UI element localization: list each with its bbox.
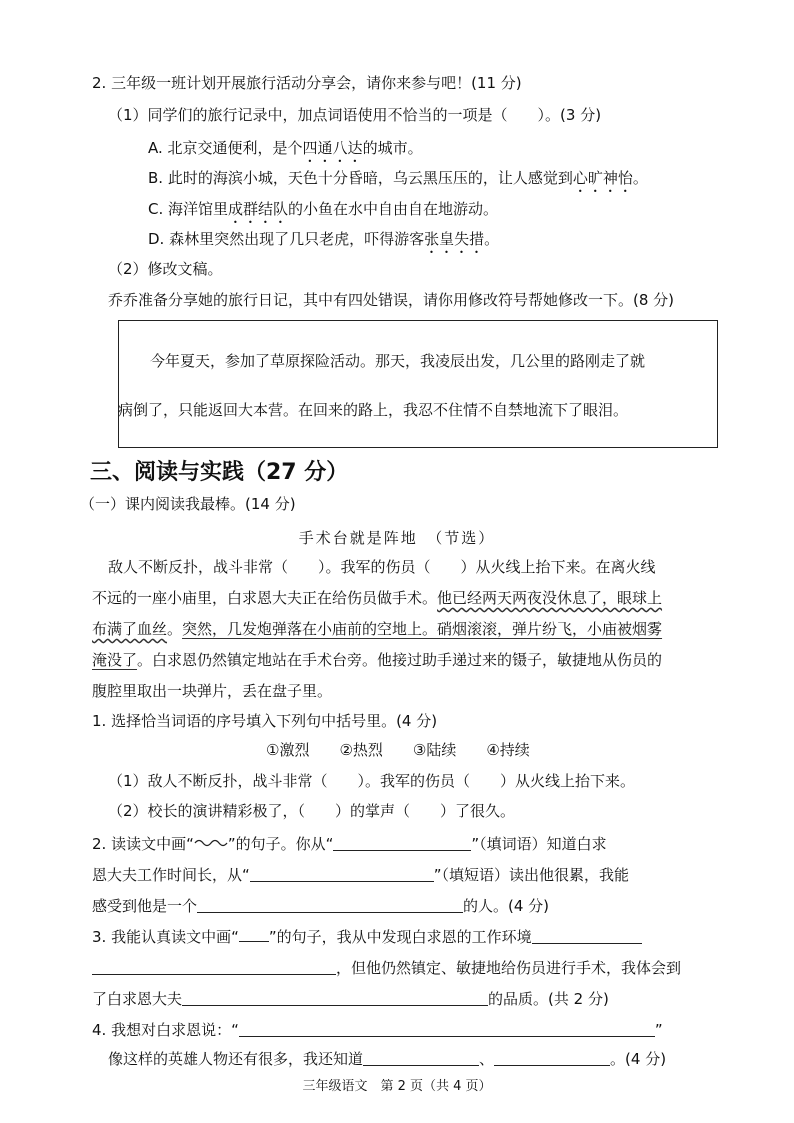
q3-blank-environment-a[interactable]	[532, 928, 642, 944]
q2r-blank-word[interactable]	[333, 835, 471, 851]
option-c-pre: C. 海洋馆里	[148, 200, 229, 218]
q2r-line-1	[92, 835, 607, 852]
q4-blank-hero-1[interactable]	[363, 1050, 479, 1066]
option-b-post: 。	[632, 169, 648, 187]
q2r-line-2	[92, 866, 629, 883]
q4-text-4: 、	[479, 1050, 495, 1068]
q2-sub2-desc: 乔乔准备分享她的旅行日记，其中有四处错误，请你用修改符号帮她修改一下。(8 分)	[108, 291, 675, 309]
q2-sub2: （2）修改文稿。	[108, 260, 223, 278]
q4-text-3: 像这样的英雄人物还有很多，我还知道	[108, 1050, 364, 1068]
q2r-text-3: ”（填词语）知道白求	[471, 835, 607, 853]
q1-options: ①激烈 ②热烈 ③陆续 ④持续	[266, 741, 530, 759]
wavy-line-icon	[194, 837, 228, 847]
option-a-dotted: 四通八达	[302, 139, 363, 157]
q2-option-d	[148, 230, 499, 257]
passage-l2-pre: 不远的一座小庙里，白求恩大夫正在给伤员做手术。	[92, 589, 438, 607]
passage-l2-wavy: 他已经两天两夜没休息了，眼球上	[437, 589, 663, 607]
q4-text-5: 。(4 分)	[610, 1050, 667, 1068]
option-c-post: 的小鱼在水中自由自在地游动。	[288, 200, 499, 218]
diary-box	[118, 320, 718, 448]
q2r-line-3	[92, 897, 549, 914]
q3-text-2: ”的句子，我从中发现白求恩的工作环境	[268, 928, 532, 946]
q4-blank-message[interactable]	[239, 1021, 655, 1037]
option-d-pre: D. 森林里突然出现了几只老虎，吓得游客	[148, 230, 425, 248]
q2r-text-1: 2. 读读文中画“	[92, 835, 194, 853]
passage-l4-underlined: 淹没了	[92, 651, 138, 669]
q2r-blank-person[interactable]	[197, 897, 463, 913]
q2r-text-5: ”（填短语）读出他很累，我能	[433, 866, 630, 884]
page-footer: 三年级语文 第 2 页（共 4 页）	[302, 1079, 492, 1094]
q2r-text-7: 的人。(4 分)	[463, 897, 550, 915]
passage-l3-underlined: 突然，几发炮弹落在小庙前的空地上。硝烟滚滚，弹片纷飞，小庙被烟雾	[182, 620, 663, 638]
passage-l3-mid: 。	[167, 620, 183, 638]
option-d-post: 。	[484, 230, 500, 248]
q2-option-c	[148, 200, 498, 227]
q2r-text-6: 感受到他是一个	[92, 897, 198, 915]
passage-line-4	[92, 653, 662, 668]
q3-line-2	[92, 959, 681, 976]
passage-line-3	[92, 622, 662, 637]
q3-line-3	[92, 990, 609, 1007]
passage-line-5: 腹腔里取出一块弹片，丢在盘子里。	[92, 682, 333, 700]
q3-blank-environment-b[interactable]	[92, 959, 336, 975]
q4-line-2	[108, 1050, 666, 1067]
option-a-post: 的城市。	[362, 139, 423, 157]
q4-text-1: 4. 我想对白求恩说：“	[92, 1021, 239, 1039]
q4-line-1	[92, 1021, 663, 1038]
q1-heading: 1. 选择恰当词语的序号填入下列句中括号里。(4 分)	[92, 712, 438, 730]
passage-l4-post: 。白求恩仍然镇定地站在手术台旁。他接过助手递过来的镊子，敏捷地从伤员的	[137, 651, 663, 669]
q1-sentence-2: （2）校长的演讲精彩极了，（ ）的掌声（ ）了很久。	[108, 802, 516, 820]
passage-l3-wavy: 布满了血丝	[92, 620, 168, 638]
q2r-text-4: 恩大夫工作时间长，从“	[92, 866, 250, 884]
q4-blank-hero-2[interactable]	[494, 1050, 610, 1066]
q3-line-1	[92, 928, 642, 945]
q2-sub1: （1）同学们的旅行记录中，加点词语使用不恰当的一项是（ ）。(3 分)	[108, 106, 602, 124]
option-c-dotted: 成群结队	[228, 200, 289, 218]
passage-line-1: 敌人不断反扑，战斗非常（ ）。我军的伤员（ ）从火线上抬下来。在离火线	[108, 558, 656, 576]
option-b-pre: B. 此时的海滨小城，天色十分昏暗，乌云黑压压的，让人感觉到	[148, 169, 573, 187]
q3-blank-quality[interactable]	[182, 990, 488, 1006]
section3-part1: （一）课内阅读我最棒。(14 分)	[80, 495, 296, 513]
q2-option-b	[148, 169, 648, 196]
diary-line-2: 病倒了，只能返回大本营。在回来的路上，我忍不住情不自禁地流下了眼泪。	[118, 401, 629, 419]
passage-title: 手术台就是阵地 （节选）	[298, 529, 496, 547]
section3-heading: 三、阅读与实践（27 分）	[90, 460, 349, 485]
q2-option-a	[148, 139, 423, 166]
underline-mark-icon	[239, 931, 269, 942]
option-d-dotted: 张皇失措	[424, 230, 485, 248]
q1-sentence-1: （1）敌人不断反扑，战斗非常（ ）。我军的伤员（ ）从火线上抬下来。	[108, 772, 636, 790]
option-b-dotted: 心旷神怡	[572, 169, 633, 187]
q3-text-1: 3. 我能认真读文中画“	[92, 928, 239, 946]
passage-line-2	[92, 591, 662, 606]
q2r-blank-phrase[interactable]	[250, 866, 434, 882]
q3-text-4: 了白求恩大夫	[92, 990, 183, 1008]
q2r-text-2: ”的句子。你从“	[227, 835, 334, 853]
diary-line-1: 今年夏天，参加了草原探险活动。那天，我凌辰出发，几公里的路刚走了就	[150, 352, 646, 370]
q3-text-5: 的品质。(共 2 分)	[488, 990, 609, 1008]
q2-heading: 2. 三年级一班计划开展旅行活动分享会，请你来参与吧！(11 分)	[92, 74, 522, 92]
q3-text-3: ，但他仍然镇定、敏捷地给伤员进行手术，我体会到	[336, 959, 682, 977]
q4-text-2: ”	[654, 1021, 663, 1039]
option-a-pre: A. 北京交通便利，是个	[148, 139, 303, 157]
